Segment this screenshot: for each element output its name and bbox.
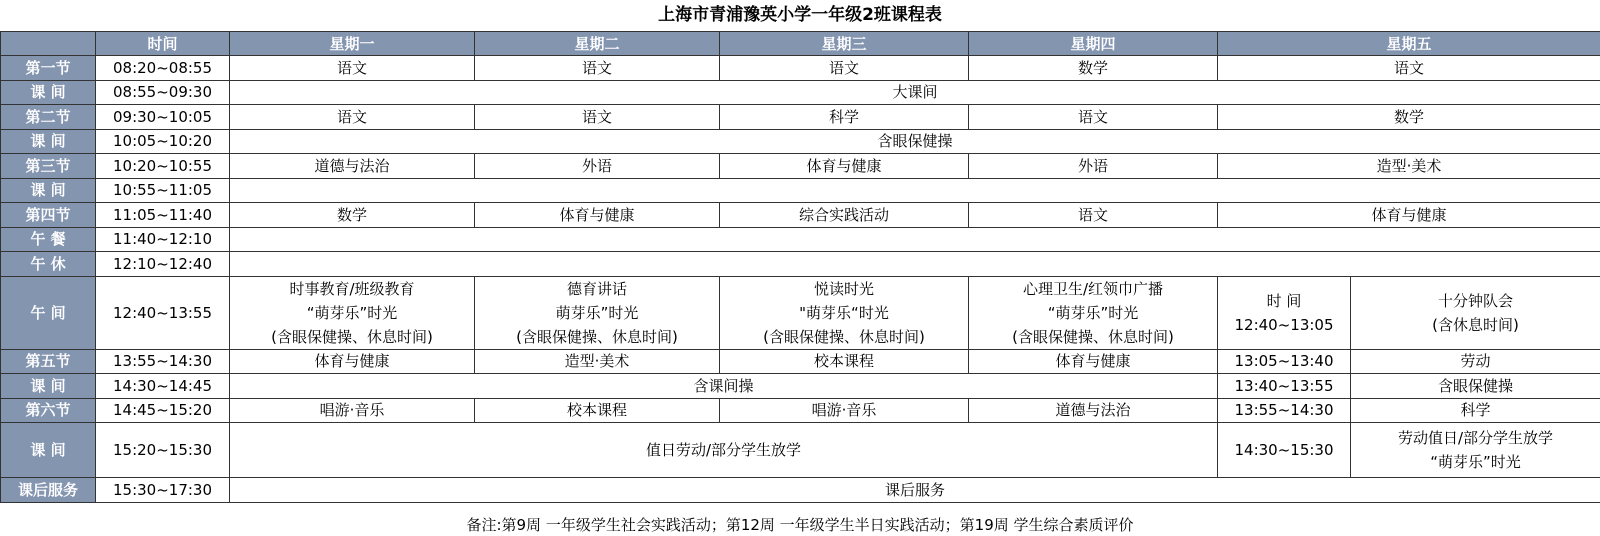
header-corner xyxy=(1,32,96,56)
cell-line: “萌芽乐”时光 xyxy=(1047,303,1139,322)
page-title: 上海市青浦豫英小学一年级2班课程表 xyxy=(658,5,942,25)
cell-line: (含休息时间) xyxy=(1432,315,1519,334)
time-cell: 15:30~17:30 xyxy=(96,478,230,503)
table-row xyxy=(1,80,1600,105)
friday-time-cell: 13:55~14:30 xyxy=(1218,398,1351,423)
time-cell: 14:30~14:45 xyxy=(96,374,230,399)
class-cell xyxy=(475,276,720,349)
empty-cell xyxy=(230,252,1600,277)
table-row xyxy=(1,56,1600,81)
row-label: 第二节 xyxy=(1,105,96,130)
cell-line: 时 间 xyxy=(1266,291,1302,310)
table-row xyxy=(1,398,1600,423)
header-tuesday: 星期二 xyxy=(475,32,720,56)
after-school-note: 课后服务 xyxy=(230,478,1600,503)
time-cell: 14:45~15:20 xyxy=(96,398,230,423)
table-row xyxy=(1,276,1600,349)
time-cell: 13:55~14:30 xyxy=(96,349,230,374)
time-cell: 09:30~10:05 xyxy=(96,105,230,130)
friday-time-cell xyxy=(1218,276,1351,349)
row-label: 课 间 xyxy=(1,423,96,478)
table-row xyxy=(1,423,1600,478)
cell-line: (含眼保健操、休息时间) xyxy=(516,327,678,346)
time-cell: 10:20~10:55 xyxy=(96,154,230,179)
cell-line: 心理卫生/红领巾广播 xyxy=(1022,279,1164,298)
class-cell: 语文 xyxy=(475,105,720,130)
cell-line: “萌芽乐”时光 xyxy=(1430,453,1521,471)
row-label: 课 间 xyxy=(1,178,96,203)
row-label: 课 间 xyxy=(1,80,96,105)
time-cell: 12:10~12:40 xyxy=(96,252,230,277)
empty-cell xyxy=(230,227,1600,252)
schedule-table xyxy=(0,31,1600,503)
time-cell: 15:20~15:30 xyxy=(96,423,230,478)
class-cell: 道德与法治 xyxy=(230,154,475,179)
class-cell: 劳动 xyxy=(1351,349,1600,374)
time-cell: 11:05~11:40 xyxy=(96,203,230,228)
class-cell: 语文 xyxy=(969,203,1218,228)
break-note xyxy=(230,178,1600,203)
time-cell: 12:40~13:55 xyxy=(96,276,230,349)
class-cell xyxy=(969,276,1218,349)
row-label: 课后服务 xyxy=(1,478,96,503)
class-cell: 含眼保健操 xyxy=(1351,374,1600,399)
class-cell: 造型·美术 xyxy=(1218,154,1600,179)
class-cell: 语文 xyxy=(230,105,475,130)
cell-line: (含眼保健操、休息时间) xyxy=(763,327,925,346)
row-label: 课 间 xyxy=(1,374,96,399)
friday-time-cell: 13:05~13:40 xyxy=(1218,349,1351,374)
class-cell xyxy=(1351,423,1600,478)
header-row xyxy=(1,32,1600,56)
time-cell: 10:55~11:05 xyxy=(96,178,230,203)
footer-note: 备注:第9周 一年级学生社会实践活动；第12周 一年级学生半日实践活动；第19周 学生综合素质评价 xyxy=(466,516,1134,534)
class-cell: 科学 xyxy=(1351,398,1600,423)
table-row xyxy=(1,129,1600,154)
class-cell: 唱游·音乐 xyxy=(720,398,969,423)
table-row xyxy=(1,374,1600,399)
table-row xyxy=(1,478,1600,503)
row-label: 第一节 xyxy=(1,56,96,81)
cell-line: (含眼保健操、休息时间) xyxy=(1012,327,1174,346)
table-row xyxy=(1,227,1600,252)
class-cell: 校本课程 xyxy=(475,398,720,423)
time-cell: 10:05~10:20 xyxy=(96,129,230,154)
cell-line: 十分钟队会 xyxy=(1438,291,1514,310)
break-note: 含眼保健操 xyxy=(230,129,1600,154)
table-row xyxy=(1,252,1600,277)
class-cell: 体育与健康 xyxy=(969,349,1218,374)
break-note: 含课间操 xyxy=(230,374,1218,399)
table-row xyxy=(1,178,1600,203)
row-label: 第四节 xyxy=(1,203,96,228)
table-row xyxy=(1,349,1600,374)
time-cell: 11:40~12:10 xyxy=(96,227,230,252)
class-cell: 体育与健康 xyxy=(1218,203,1600,228)
header-wednesday: 星期三 xyxy=(720,32,969,56)
cell-line: 时事教育/班级教育 xyxy=(289,279,415,298)
class-cell: 校本课程 xyxy=(720,349,969,374)
cell-line: 12:40~13:05 xyxy=(1234,315,1334,334)
friday-time-cell: 14:30~15:30 xyxy=(1218,423,1351,478)
row-label: 午 餐 xyxy=(1,227,96,252)
class-cell: 体育与健康 xyxy=(720,154,969,179)
class-cell: 数学 xyxy=(230,203,475,228)
break-note: 大课间 xyxy=(230,80,1600,105)
header-thursday: 星期四 xyxy=(969,32,1218,56)
cell-line: "萌芽乐“时光 xyxy=(799,303,889,322)
row-label: 午 间 xyxy=(1,276,96,349)
class-cell: 外语 xyxy=(969,154,1218,179)
cell-line: 悦读时光 xyxy=(813,279,874,298)
class-cell: 数学 xyxy=(1218,105,1600,130)
class-cell: 数学 xyxy=(969,56,1218,81)
class-cell: 语文 xyxy=(720,56,969,81)
header-monday: 星期一 xyxy=(230,32,475,56)
cell-line: 劳动值日/部分学生放学 xyxy=(1397,429,1554,447)
class-cell: 语文 xyxy=(475,56,720,81)
time-cell: 08:20~08:55 xyxy=(96,56,230,81)
table-row xyxy=(1,105,1600,130)
row-label: 第三节 xyxy=(1,154,96,179)
table-row xyxy=(1,154,1600,179)
header-friday: 星期五 xyxy=(1218,32,1600,56)
row-label: 课 间 xyxy=(1,129,96,154)
row-label: 第五节 xyxy=(1,349,96,374)
row-label: 第六节 xyxy=(1,398,96,423)
class-cell: 体育与健康 xyxy=(230,349,475,374)
class-cell xyxy=(720,276,969,349)
class-cell: 唱游·音乐 xyxy=(230,398,475,423)
class-cell: 综合实践活动 xyxy=(720,203,969,228)
friday-time-cell: 13:40~13:55 xyxy=(1218,374,1351,399)
cell-line: “萌芽乐”时光 xyxy=(306,303,398,322)
class-cell: 科学 xyxy=(720,105,969,130)
cell-line: 萌芽乐”时光 xyxy=(555,303,639,322)
header-time: 时间 xyxy=(96,32,230,56)
break-note: 值日劳动/部分学生放学 xyxy=(230,423,1218,478)
cell-line: (含眼保健操、休息时间) xyxy=(271,327,433,346)
class-cell xyxy=(230,276,475,349)
row-label: 午 休 xyxy=(1,252,96,277)
class-cell: 造型·美术 xyxy=(475,349,720,374)
class-cell: 语文 xyxy=(1218,56,1600,81)
class-cell xyxy=(1351,276,1600,349)
class-cell: 道德与法治 xyxy=(969,398,1218,423)
table-row xyxy=(1,203,1600,228)
cell-line: 德育讲话 xyxy=(566,279,627,298)
class-cell: 外语 xyxy=(475,154,720,179)
time-cell: 08:55~09:30 xyxy=(96,80,230,105)
class-cell: 体育与健康 xyxy=(475,203,720,228)
class-cell: 语文 xyxy=(969,105,1218,130)
class-cell: 语文 xyxy=(230,56,475,81)
